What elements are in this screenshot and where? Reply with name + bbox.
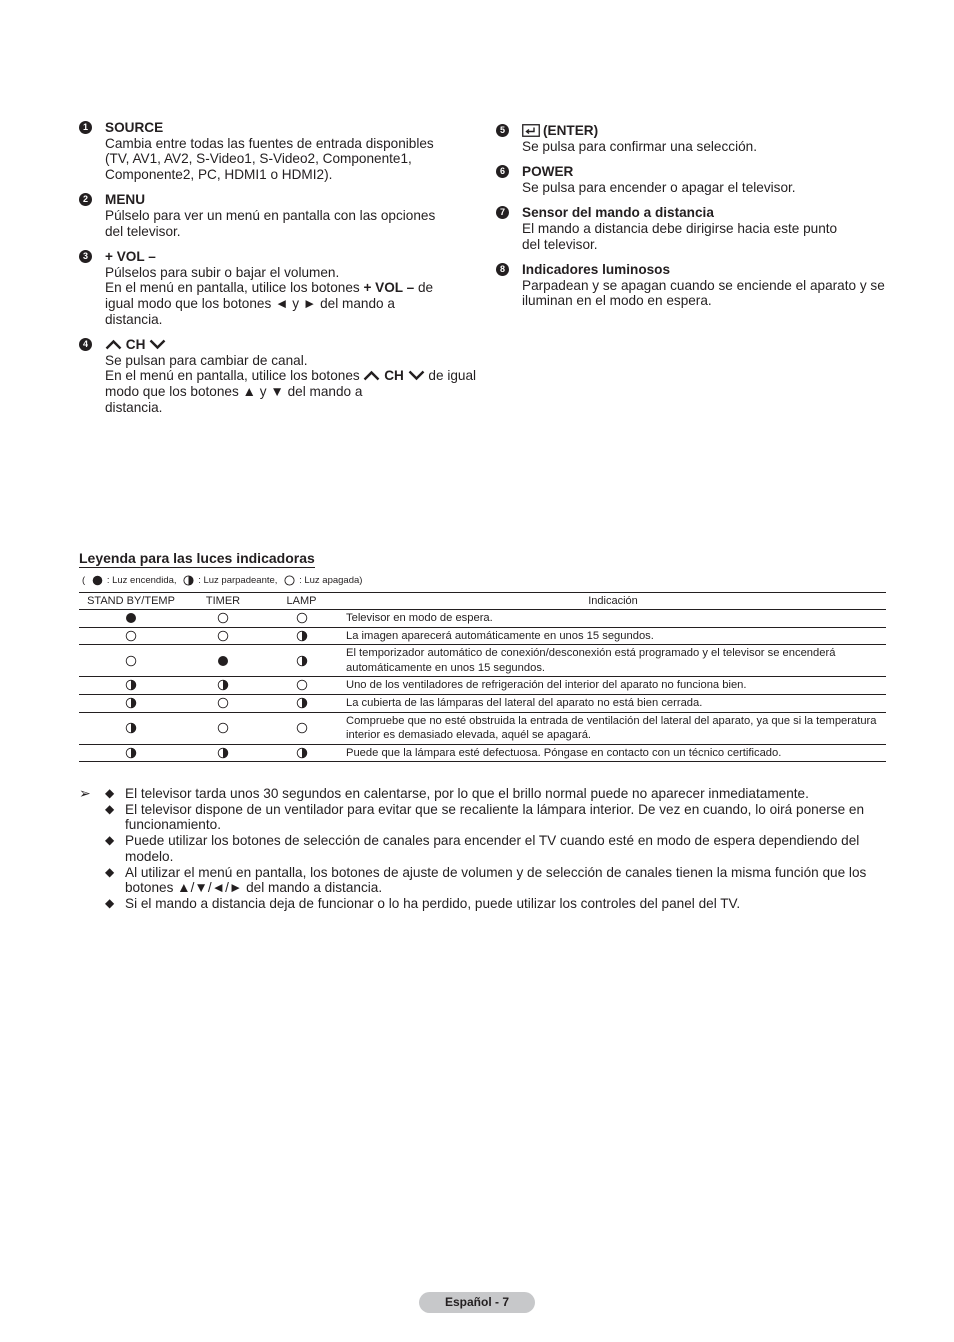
light-blink-icon [217, 747, 229, 759]
cell-indication: La imagen aparecerá automáticamente en unos 15 segundos. [340, 627, 886, 645]
item-title: MENU [105, 192, 146, 208]
desc-text: de igual modo que los botones ◄ y ► del mando a distancia. [105, 280, 434, 327]
item-menu [79, 192, 479, 239]
cell-lamp [263, 694, 340, 712]
note-text: Al utilizar el menú en pantalla, los botones de ajuste de volumen y de selección de canales tienen la misma función que los botones ▲/▼/◄/► del mando a distancia. [125, 864, 867, 896]
light-blink-icon [296, 630, 308, 642]
light-blink-icon [183, 575, 194, 586]
legend-blink-label: : Luz parpadeante, [198, 575, 278, 586]
desc-text: Se pulsan para cambiar de canal. En el menú en pantalla, utilice los botones [105, 352, 360, 384]
cell-timer [183, 694, 263, 712]
number-badge-7: 7 [496, 206, 509, 219]
cell-indication: Puede que la lámpara esté defectuosa. Póngase en contacto con un técnico certificado. [340, 744, 886, 762]
chevron-down-icon [149, 339, 166, 350]
header-timer: TIMER [183, 593, 263, 610]
header-lamp: LAMP [263, 593, 340, 610]
light-off-icon [125, 655, 137, 667]
item-title [522, 123, 896, 139]
legend-off-label: : Luz apagada) [299, 575, 363, 586]
right-column [496, 123, 896, 319]
cell-indication: Compruebe que no esté obstruida la entrada de ventilación del lateral del aparato, ya que si la temperatura interior es demasiado elevada, aquél se apagará. [340, 712, 886, 744]
left-column [79, 120, 479, 425]
note-text: Puede utilizar los botones de selección de canales para encender el TV cuando esté en modo de espera dependiendo del modelo. [125, 833, 860, 864]
bullet-icon: ◆ [105, 864, 115, 879]
number-badge-4: 4 [79, 338, 92, 351]
chevron-up-icon [105, 339, 122, 350]
number-badge-1: 1 [79, 121, 92, 134]
cell-timer [183, 677, 263, 695]
number-badge-2: 2 [79, 193, 92, 206]
cell-timer [183, 712, 263, 744]
notes-section [79, 786, 869, 912]
bullet-icon: ◆ [105, 801, 115, 816]
note-text: El televisor dispone de un ventilador para evitar que se recaliente la lámpara interior. De vez en cuando, lo oirá ponerse en funcionamiento. [125, 801, 865, 833]
legend-key [82, 575, 362, 586]
list-item [105, 895, 869, 912]
note-text: El televisor tarda unos 30 segundos en calentarse, por lo que el brillo normal puede no aparecer inmediatamente. [125, 786, 809, 801]
table-row [79, 627, 886, 645]
bullet-icon: ◆ [105, 786, 115, 800]
item-title-text: (ENTER) [543, 123, 599, 138]
cell-lamp [263, 712, 340, 744]
desc-text: de igual modo que los botones ▲ y ▼ del mando a distancia. [105, 368, 477, 415]
cell-lamp [263, 645, 340, 677]
chevron-down-icon [408, 370, 425, 381]
table-row [79, 677, 886, 695]
cell-indication: Uno de los ventiladores de refrigeración del interior del aparato no funciona bien. [340, 677, 886, 695]
light-off-icon [296, 679, 308, 691]
item-description: El mando a distancia debe dirigirse hacia este punto del televisor. [522, 220, 838, 252]
item-description [105, 353, 479, 415]
cell-lamp [263, 627, 340, 645]
light-blink-icon [125, 722, 137, 734]
list-item [105, 786, 869, 802]
light-off-icon [296, 722, 308, 734]
desc-bold: CH [384, 368, 404, 384]
cell-standby [79, 712, 183, 744]
item-title-text: CH [125, 337, 146, 353]
header-standby: STAND BY/TEMP [79, 593, 183, 610]
cell-lamp [263, 744, 340, 762]
list-item [105, 801, 869, 833]
table-header-row [79, 593, 886, 610]
cell-standby [79, 677, 183, 695]
number-badge-8: 8 [496, 263, 509, 276]
item-description [105, 265, 479, 327]
cell-timer [183, 645, 263, 677]
enter-icon [522, 124, 540, 137]
light-blink-icon [125, 679, 137, 691]
cell-indication: Televisor en modo de espera. [340, 610, 886, 628]
light-blink-icon [125, 697, 137, 709]
light-off-icon [217, 630, 229, 642]
list-item [105, 864, 869, 896]
item-description: Cambia entre todas las fuentes de entrada disponibles (TV, AV1, AV2, S-Video1, S-Video2, Componente1, Componente2, PC, HDMI1 o HDMI2). [105, 135, 434, 182]
cell-timer [183, 744, 263, 762]
light-off-icon [125, 630, 137, 642]
item-enter [496, 123, 896, 154]
note-arrow-icon: ➢ [79, 785, 91, 801]
light-on-icon [217, 655, 229, 667]
item-description: Se pulsa para encender o apagar el televisor. [522, 179, 796, 195]
item-title: Indicadores luminosos [522, 262, 671, 278]
item-volume [79, 249, 479, 327]
cell-standby [79, 694, 183, 712]
light-blink-icon [125, 747, 137, 759]
light-on-icon [92, 575, 103, 586]
light-blink-icon [296, 655, 308, 667]
desc-text: Púlselos para subir o bajar el volumen. En el menú en pantalla, utilice los botones [105, 264, 360, 296]
cell-timer [183, 610, 263, 628]
bullet-icon: ◆ [105, 833, 115, 848]
item-title: SOURCE [105, 120, 164, 135]
light-on-icon [125, 612, 137, 624]
cell-standby [79, 627, 183, 645]
item-description: Se pulsa para confirmar una selección. [522, 138, 757, 154]
cell-standby [79, 610, 183, 628]
light-off-icon [296, 612, 308, 624]
light-blink-icon [296, 697, 308, 709]
item-remote-sensor [496, 205, 896, 252]
list-item [105, 833, 869, 864]
light-off-icon [217, 697, 229, 709]
legend-title: Leyenda para las luces indicadoras [79, 550, 315, 566]
light-blink-icon [296, 747, 308, 759]
item-title: POWER [522, 164, 574, 180]
item-title: + VOL – [105, 249, 156, 265]
item-description: Parpadean y se apagan cuando se enciende el aparato y se iluminan en el modo en espera. [522, 277, 885, 309]
number-badge-5: 5 [496, 124, 509, 137]
item-indicators [496, 262, 896, 309]
cell-lamp [263, 677, 340, 695]
number-badge-3: 3 [79, 250, 92, 263]
notes-list [79, 786, 869, 912]
table-row [79, 645, 886, 677]
item-title: Sensor del mando a distancia [522, 205, 714, 221]
note-text: Si el mando a distancia deja de funcionar o lo ha perdido, puede utilizar los controles del panel del TV. [125, 895, 741, 911]
table-row [79, 694, 886, 712]
desc-bold: + VOL – [363, 280, 415, 296]
table-row [79, 744, 886, 762]
bullet-icon: ◆ [105, 895, 115, 910]
item-source [79, 120, 479, 182]
item-description: Púlselo para ver un menú en pantalla con las opciones del televisor. [105, 207, 436, 239]
legend-paren: ( [82, 575, 86, 586]
item-title [105, 337, 479, 353]
light-off-icon [217, 722, 229, 734]
chevron-up-icon [363, 370, 380, 381]
light-off-icon [284, 575, 295, 586]
item-channel [79, 337, 479, 415]
header-indication: Indicación [340, 593, 886, 610]
cell-timer [183, 627, 263, 645]
table-row [79, 610, 886, 628]
table-row [79, 712, 886, 744]
item-power [496, 164, 896, 195]
cell-indication: La cubierta de las lámparas del lateral del aparato no está bien cerrada. [340, 694, 886, 712]
cell-indication: El temporizador automático de conexión/desconexión está programado y el televisor se encenderá automáticamente en unos 15 segundos. [340, 645, 886, 677]
light-off-icon [217, 612, 229, 624]
number-badge-6: 6 [496, 165, 509, 178]
cell-standby [79, 645, 183, 677]
indicator-table [79, 592, 886, 762]
light-blink-icon [217, 679, 229, 691]
cell-lamp [263, 610, 340, 628]
cell-standby [79, 744, 183, 762]
legend-on-label: : Luz encendida, [106, 575, 177, 586]
page-number: Español - 7 [419, 1292, 535, 1313]
